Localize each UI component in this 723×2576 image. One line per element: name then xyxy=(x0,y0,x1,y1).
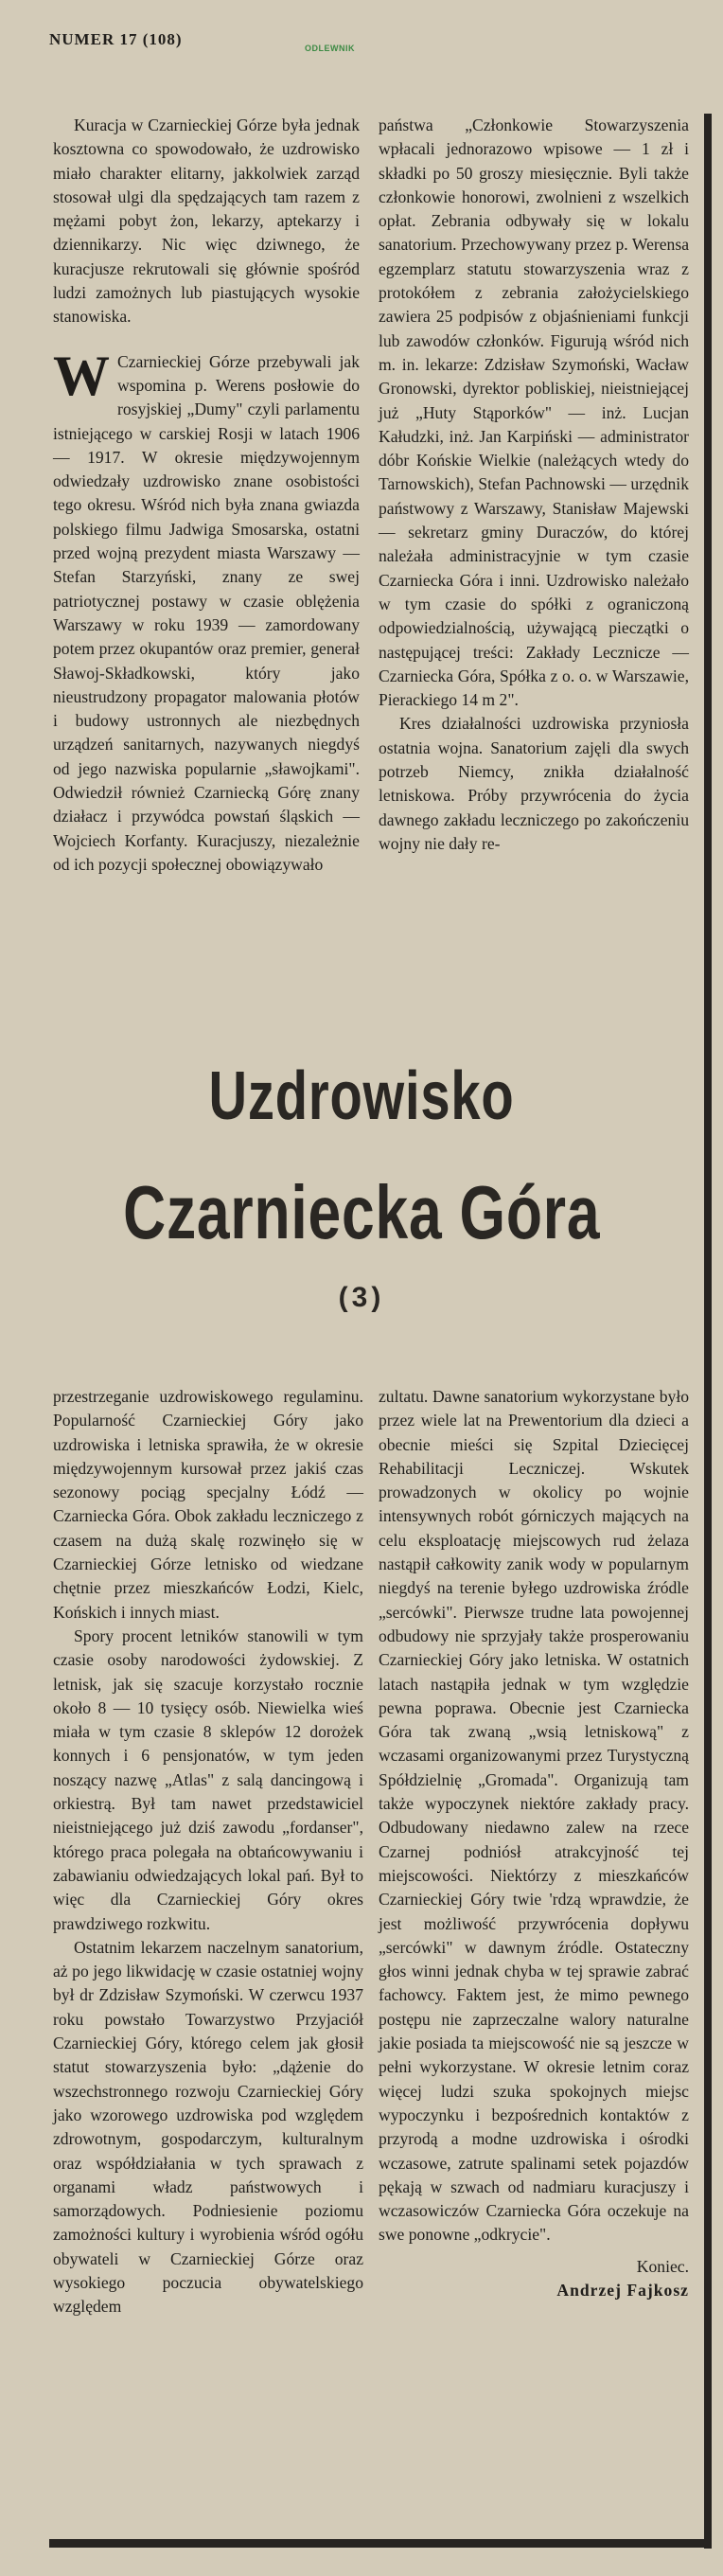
page-header xyxy=(49,27,702,51)
paragraph: Ostatnim lekarzem naczelnym sanatorium, aż po jego likwidację w czasie ostatniej wojny był dr Zdzisław Szymoński. W czerwcu 1937 roku powstało Towarzystwo Przyjaciół Czarnieckiej Góry, którego celem jak głosił statut stowarzyszenia było: „dążenie do wszechstronnego rozwoju Czarnieckiej Góry jako wzorowego uzdrowiska pod względem zdrowotnym, gospodarczym, kulturalnym oraz współdziałania w tych sprawach z organami władz państwowych i samorządowych. Podniesienie poziomu zamożności kultury i wyrobienia wśród ogółu obywateli w Czarnieckiej Górze oraz wysokiego poczucia obywatelskiego względem xyxy=(53,1937,363,2317)
right-border-rule xyxy=(704,114,712,2549)
bottom-rule xyxy=(49,2539,712,2548)
column-top-right xyxy=(379,114,689,856)
paragraph: państwa „Członkowie Stowarzyszenia wpłacali jednorazowo wpisowe — 1 zł i składki po 50 groszy miesięcznie. Byli także członkowie honorowi, zwolnieni z wszelkich opłat. Zebrania odbywały się w lokalu sanatorium. Przechowywany przez p. Werensa egzemplarz statutu stowarzyszenia wraz z protokółem z zebrania założycielskiego zawiera 25 podpisów z objaśnieniami funkcji lub zawodów członków. Figurują wśród nich m. in. lekarze: Zdzisław Szymoński, Wacław Gronowski, dyrektor pobliskiej, nieistniejącej już „Huty Stąporków" — inż. Lucjan Kałudzki, inż. Jan Karpiński — administrator dóbr Końskie Wielkie (należących wtedy do Tarnowskich), Stefan Pachnowski — urzędnik państwowy z Warszawy, Stanisław Majewski — sekretarz gminy Duraczów, do której należała administracyjnie w tym czasie Czarniecka Góra i inni. Uzdrowisko należało w tym czasie do spółki z ograniczoną odpowiedzialnością, używającą pieczątki o następującej treści: Zakłady Lecznicze — Czarniecka Góra, Spółka z o. o. w Warszawie, Pierackiego 14 m 2". xyxy=(379,115,689,710)
column-top-left xyxy=(53,114,360,877)
paragraph: Spory procent letników stanowili w tym czasie osoby narodowości żydowskiej. Z letnisk, jak się szacuje korzystało rocznie około 8 — 10 tysięcy osób. Niewielka wieś miała w tym czasie 8 sklepów 12 dorożek konnych i 6 pensjonatów, w tym jeden noszący nazwę „Atlas" z salą dancingową i orkiestrą. Był tam nawet przedstawiciel nieistniejącego już dziś zawodu „fordanser", którego praca polegała na obtańcowywaniu i zabawianiu odwiedzających lokal pań. Był to więc dla Czarnieckiej Góry okres prawdziwego rozkwitu. xyxy=(53,1626,363,1933)
headline-line-2: Czarniecka Góra xyxy=(122,1170,601,1254)
column-bottom-right xyxy=(379,1385,689,2302)
end-mark: Koniec. xyxy=(636,2256,689,2276)
headline-line-1: Uzdrowisko xyxy=(208,1058,515,1134)
drop-cap: W xyxy=(53,344,110,407)
library-stamp: ODLEWNIK xyxy=(305,44,355,53)
paragraph: przestrzeganie uzdrowiskowego regulaminu. Popularność Czarnieckiej Góry jako uzdrowiska i letniska sprawiła, że w okresie międzywojennym kursował przez jakiś czas sezonowy pociąg specjalny Łódź — Czarniecka Góra. Obok zakładu leczniczego z czasem na dużą skalę rozwinęło się w Czarnieckiej Górze letnisko od wiedzane chętnie przez mieszkańców Łodzi, Kielc, Końskich i innych miast. xyxy=(53,1387,363,1622)
paragraph-text: Czarnieckiej Górze przebywali jak wspomina p. Werens posłowie do rosyjskiej „Dumy" czyli parlamentu istniejącego w carskiej Rosji w latach 1906 — 1917. W okresie międzywojennym odwiedzały uzdrowisko znane osobistości tego okresu. Wśród nich była znana gwiazda polskiego filmu Jadwiga Smosarska, ostatni przed wojną prezydent miasta Warszawy — Stefan Starzyński, znany ze swej patriotycznej postawy w czasie oblężenia Warszawy w roku 1939 — zamordowany potem przez okupantów oraz premier, generał Sławoj-Składkowski, który jako nieustrudzony propagator malowania płotów i budowy ustronnych ale niezbędnych urządzeń sanitarnych, nazywanych niegdyś od jego nazwiska popularnie „sławojkami". Odwiedził również Czarniecką Górę znany działacz i przywódca powstań śląskich — Wojciech Korfanty. Kuracjuszy, niezależnie od ich pozycji społecznej obowiązywało xyxy=(53,351,360,874)
issue-number: NUMER 17 (108) xyxy=(49,30,183,48)
author-name: Andrzej Fajkosz xyxy=(556,2280,689,2300)
column-bottom-left xyxy=(53,1385,363,2319)
paragraph: Kres działalności uzdrowiska przyniosła ostatnia wojna. Sanatorium zajęli dla swych potrzeb Niemcy, znikła działalność letniskowa. Próby przywrócenia do życia dawnego zakładu leczniczego po zakończeniu wojny nie dały re- xyxy=(379,714,689,853)
paragraph: Kuracja w Czarnieckiej Górze była jednak kosztowna co spowodowało, że uzdrowisko miało charakter elitarny, jakkolwiek zarząd stosował ulgi dla spędzających tam razem z mężami pobyt żon, lekarzy, aptekarzy i dziennikarzy. Nic więc dziwnego, że kuracjusze rekrutowali się głównie spośród ludzi zamożnych lub piastujących wysokie stanowiska. xyxy=(53,115,360,327)
paragraph-dropcap xyxy=(53,344,360,878)
paragraph: zultatu. Dawne sanatorium wykorzystane było przez wiele lat na Prewentorium dla dzieci a obecnie mieści się Szpital Dziecięcej Rehabilitacji Leczniczej. Wskutek prowadzonych w okolicy po wojnie intensywnych robót górniczych mających na celu eksploatację miejscowych rud żelaza nastąpił całkowity zanik wody w popularnym niegdyś na terenie byłego uzdrowiska źródle „sercówki". Pierwsze trudne lata powojennej odbudowy nie sprzyjały także prosperowaniu Czarnieckiej Góry jako letniska. W ostatnich latach nastąpiła jednak w tym względzie pewna poprawa. Obecnie jest Czarniecka Góra tak zwaną „wsią letniskową" z wczasami organizowanymi przez Turystyczną Spółdzielnię „Gromada". Organizują tam także wypoczynek niektóre zakłady pracy. Odbudowany niedawno zalew na rzece Czarnej podniósł atrakcyjność tej miejscowości. Niektórzy z mieszkańców Czarnieckiej Góry twie 'rdzą wprawdzie, że jest możliwość przywrócenia dopływu „sercówki" w dawnym źródle. Ostateczny głos winni jednak chyba w tej sprawie zabrać fachowcy. Faktem jest, że mimo pewnego postępu nie zaprzeczalne walory naturalne jakie posiada ta miejscowość nie są jeszcze w pełni wykorzystane. W okresie letnim coraz więcej ludzi szuka spokojnych miejsc wypoczynku i bezpośrednich kontaktów z przyrodą a modne uzdrowiska i ośrodki wczasowe, zatrute spalinami setek pojazdów pękają w szwach od nadmiaru kuracjuszy i wczasowiczów Czarniecka Góra oczekuje na swe ponowne „odkrycie". xyxy=(379,1387,689,2245)
part-number: (3) xyxy=(338,1282,385,1313)
